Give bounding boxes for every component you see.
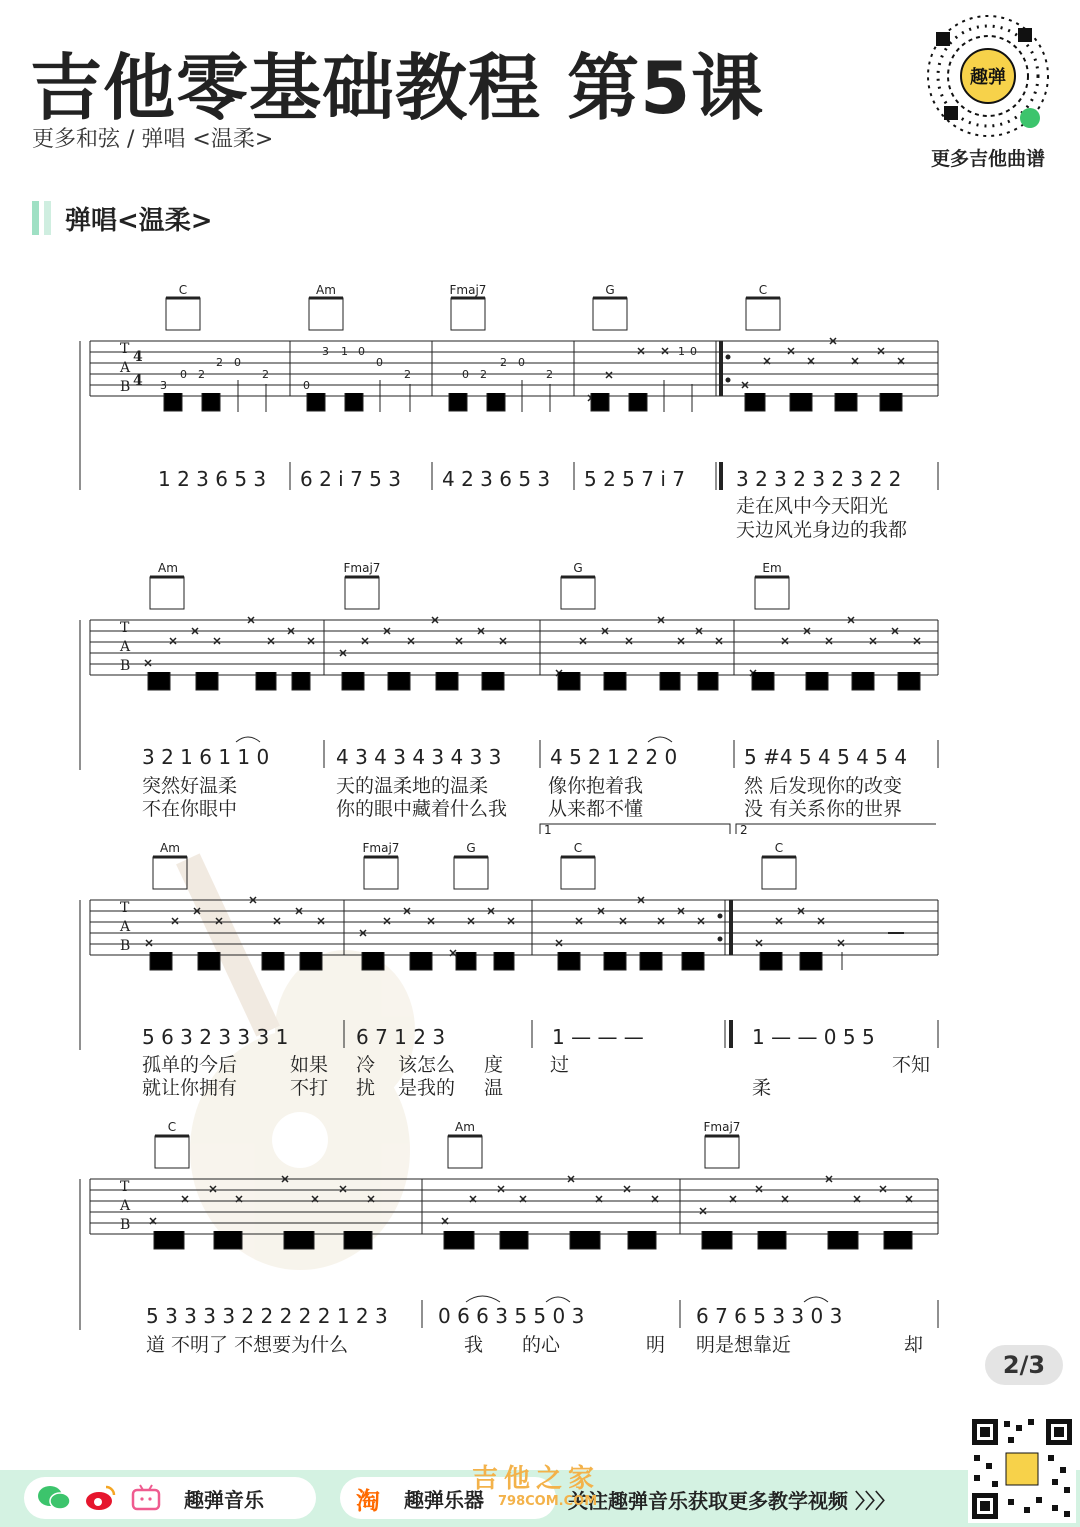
lyrics-line-2: 没 有关系你的世界 — [744, 798, 903, 820]
lyrics-line-1: 如果 — [290, 1054, 329, 1076]
score-row-2 — [80, 561, 938, 837]
lyrics-line-2: 是我的 — [398, 1077, 456, 1099]
lyrics-line-1: 突然好温柔 — [142, 775, 238, 797]
svg-text:2: 2 — [500, 356, 507, 369]
page-subtitle: 更多和弦 / 弹唱 <温柔> — [32, 127, 274, 152]
notation-measure: 0 6 6 3 5 5 0 3 — [438, 1304, 585, 1328]
footer-qr-code[interactable] — [968, 1415, 1076, 1523]
chord-diagram-g — [454, 841, 488, 889]
chord-diagram-am — [309, 283, 343, 330]
svg-text:0: 0 — [690, 345, 697, 358]
svg-text:0: 0 — [462, 368, 469, 381]
svg-text:B: B — [120, 938, 131, 954]
svg-text:A: A — [120, 1198, 131, 1214]
svg-text:0: 0 — [376, 356, 383, 369]
notation-measure: 3 2 3 2 3 2 3 2 2 — [736, 467, 902, 491]
brand-store-label: 趣弹乐器 — [404, 1487, 484, 1512]
svg-text:2: 2 — [480, 368, 487, 381]
chord-diagram-fmaj7 — [704, 1120, 741, 1168]
svg-text:G: G — [466, 841, 476, 855]
weibo-icon[interactable] — [84, 1483, 118, 1513]
lyrics-line-1: 明 — [646, 1334, 666, 1356]
notation-measure: 6 2 i 7 5 3 — [300, 467, 401, 491]
svg-text:0: 0 — [180, 368, 187, 381]
chord-diagram-c — [155, 1120, 189, 1168]
svg-text:Fmaj7: Fmaj7 — [362, 841, 400, 855]
lyrics-line-2: 从来都不懂 — [548, 798, 644, 820]
lyrics-line-2: 扰 — [356, 1077, 376, 1099]
svg-text:4: 4 — [133, 349, 143, 365]
svg-text:A: A — [120, 919, 131, 935]
svg-text:3: 3 — [160, 379, 167, 392]
qr-badge-label: 趣弹 — [970, 67, 1006, 88]
svg-text:G: G — [573, 561, 583, 575]
lyrics-line-1: 我 — [464, 1334, 484, 1356]
svg-text:Fmaj7: Fmaj7 — [449, 283, 487, 297]
lyrics-line-1: 孤单的今后 — [142, 1054, 238, 1076]
lyrics-line-1: 却 — [904, 1334, 924, 1356]
page-title: 吉他零基础教程 第5课 — [30, 46, 765, 130]
svg-text:2: 2 — [216, 356, 223, 369]
lyrics-line-2: 就让你拥有 — [142, 1077, 238, 1099]
svg-text:2: 2 — [198, 368, 205, 381]
svg-text:T: T — [120, 900, 130, 916]
svg-text:T: T — [120, 341, 130, 357]
bilibili-icon[interactable] — [130, 1483, 162, 1513]
svg-text:Am: Am — [158, 561, 178, 575]
svg-text:0: 0 — [518, 356, 525, 369]
svg-text:2: 2 — [262, 368, 269, 381]
chord-diagram-em — [755, 561, 789, 609]
lyrics-line-2: 温 — [484, 1077, 504, 1099]
svg-text:T: T — [120, 1179, 130, 1195]
svg-text:A: A — [120, 360, 131, 376]
chord-diagram-g — [593, 283, 627, 330]
svg-text:0: 0 — [303, 379, 310, 392]
notation-measure: 1 — — 0 5 5 — [752, 1025, 875, 1049]
promo-text: 关注趣弹音乐获取更多教学视频 〉〉〉 — [568, 1489, 895, 1513]
chord-diagram-c — [166, 283, 200, 330]
watermark-logo: 吉他之家 — [472, 1464, 601, 1494]
lyrics-line-1: 走在风中今天阳光 — [736, 495, 889, 517]
svg-text:G: G — [605, 283, 615, 297]
chord-diagram-c — [561, 841, 595, 889]
chord-diagram-g — [561, 561, 595, 609]
svg-text:0: 0 — [358, 345, 365, 358]
lyrics-line-1: 像你抱着我 — [548, 775, 644, 797]
svg-text:C: C — [573, 841, 583, 855]
svg-text:C: C — [167, 1120, 177, 1134]
lyrics-line-2: 柔 — [752, 1077, 772, 1099]
lyrics-line-1: 然 后发现你的改变 — [744, 775, 903, 797]
lyrics-line-1: 该怎么 — [398, 1054, 456, 1076]
lyrics-line-1: 冷 — [356, 1054, 376, 1076]
qr-caption: 更多吉他曲谱 — [930, 148, 1045, 170]
notation-measure: 4 2 3 6 5 3 — [442, 467, 551, 491]
notation-measure: 5 #4 5 4 5 4 5 4 — [744, 745, 908, 769]
notation-measure: 1 2 3 6 5 3 — [158, 467, 267, 491]
volta-2: 2 — [740, 823, 748, 837]
chord-diagram-fmaj7 — [344, 561, 381, 609]
lyrics-line-1: 天的温柔地的温柔 — [336, 775, 489, 797]
section-title: 弹唱<温柔> — [65, 205, 213, 236]
lyrics-line-1: 道 不明了 不想要为什么 — [146, 1334, 349, 1356]
lyrics-line-1: 不知 — [892, 1054, 931, 1076]
svg-text:Fmaj7: Fmaj7 — [343, 561, 381, 575]
chord-diagram-c — [746, 283, 780, 330]
brand-music-label[interactable]: 趣弹音乐 — [184, 1487, 264, 1512]
notation-measure: 3 2 1 6 1 1 0 — [142, 745, 270, 769]
svg-text:3: 3 — [322, 345, 329, 358]
svg-text:B: B — [120, 379, 131, 395]
svg-text:T: T — [120, 620, 130, 636]
taobao-icon: 淘 — [356, 1486, 380, 1515]
lyrics-line-2: 不打 — [290, 1077, 329, 1099]
lyrics-line-1: 过 — [550, 1054, 570, 1076]
notation-measure: 1 — — — — [552, 1025, 644, 1049]
svg-text:C: C — [178, 283, 188, 297]
wechat-icon[interactable] — [36, 1483, 72, 1513]
svg-text:1: 1 — [678, 345, 685, 358]
page-indicator: 2/3 — [985, 1345, 1063, 1385]
svg-text:0: 0 — [234, 356, 241, 369]
chord-diagram-am — [448, 1120, 482, 1168]
notation-measure: 4 3 4 3 4 3 4 3 3 — [336, 745, 502, 769]
svg-text:Fmaj7: Fmaj7 — [703, 1120, 741, 1134]
notation-measure: 6 7 1 2 3 — [356, 1025, 446, 1049]
chord-diagram-am — [150, 561, 184, 609]
svg-text:C: C — [758, 283, 768, 297]
svg-text:1: 1 — [341, 345, 348, 358]
svg-text:B: B — [120, 1217, 131, 1233]
notation-measure: 5 3 3 3 3 2 2 2 2 2 1 2 3 — [146, 1304, 388, 1328]
volta-1: 1 — [544, 823, 552, 837]
lyrics-line-2: 你的眼中藏着什么我 — [336, 798, 508, 820]
notation-measure: 6 7 6 5 3 3 0 3 — [696, 1304, 843, 1328]
lyrics-line-1: 度 — [484, 1054, 504, 1076]
watermark-url: 798COM.COM — [498, 1494, 598, 1509]
lyrics-line-2: 天边风光身边的我都 — [736, 519, 908, 541]
svg-text:Em: Em — [762, 561, 782, 575]
chord-diagram-fmaj7 — [450, 283, 487, 330]
lyrics-line-1: 的心 — [522, 1334, 561, 1356]
svg-text:4: 4 — [133, 373, 143, 389]
social-links-pill — [24, 1477, 316, 1519]
svg-text:Am: Am — [316, 283, 336, 297]
chord-diagram-fmaj7 — [363, 841, 400, 889]
svg-text:C: C — [774, 841, 784, 855]
svg-text:2: 2 — [404, 368, 411, 381]
lyrics-line-2: 不在你眼中 — [142, 798, 238, 820]
svg-text:Am: Am — [160, 841, 180, 855]
svg-text:Am: Am — [455, 1120, 475, 1134]
svg-text:A: A — [120, 639, 131, 655]
notation-measure: 5 6 3 2 3 3 3 1 — [142, 1025, 289, 1049]
svg-text:2: 2 — [546, 368, 553, 381]
chord-diagram-c — [762, 841, 796, 889]
lyrics-line-1: 明是想靠近 — [696, 1334, 792, 1356]
notation-measure: 5 2 5 7 i 7 — [584, 467, 685, 491]
score-row-1 — [80, 283, 938, 541]
svg-text:B: B — [120, 658, 131, 674]
notation-measure: 4 5 2 1 2 2 0 — [550, 745, 678, 769]
